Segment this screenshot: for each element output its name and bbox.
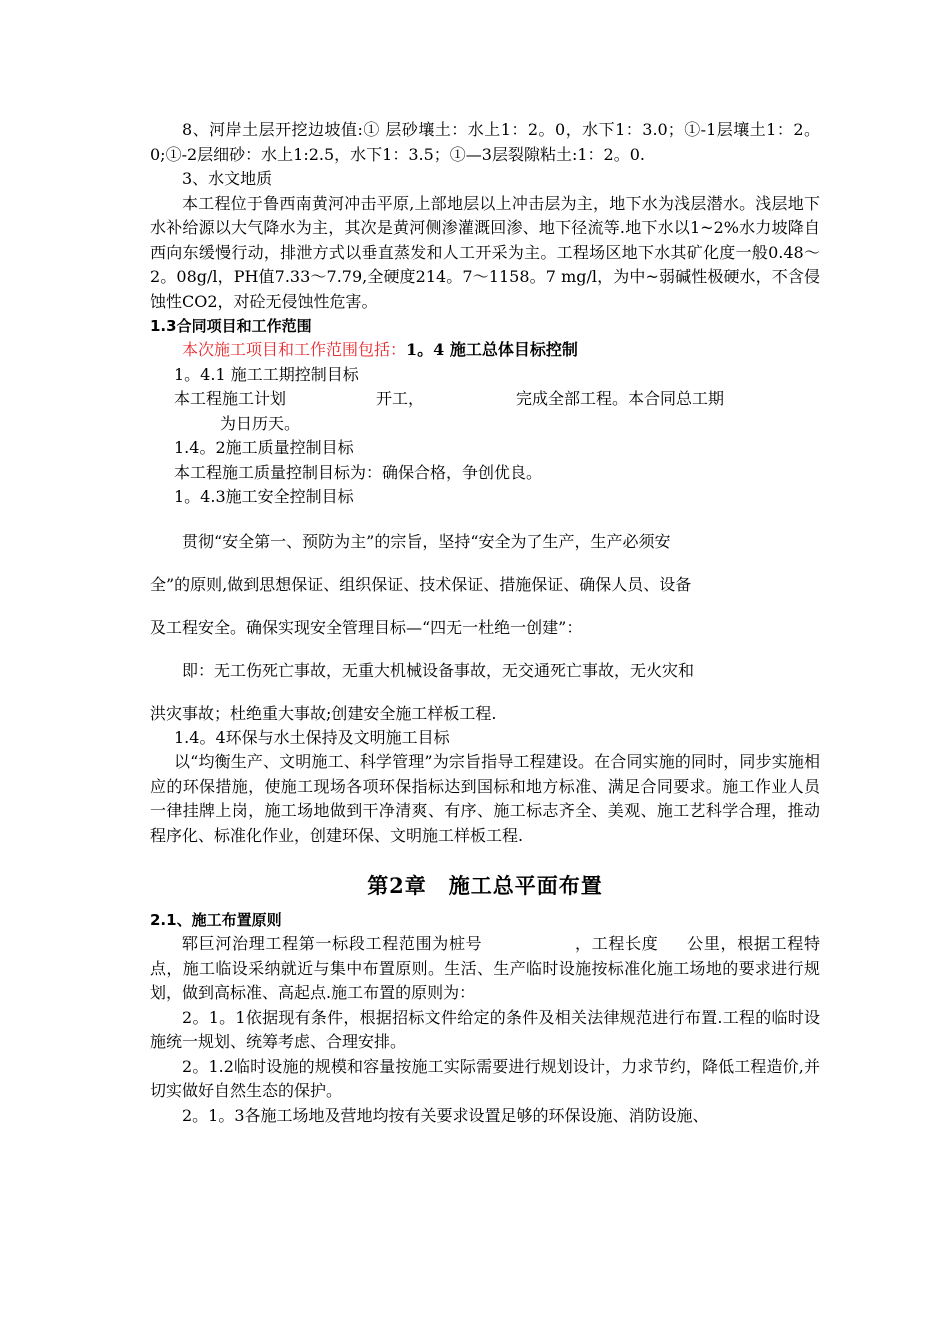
section-2-1-heading: 2.1、施工布置原则	[150, 911, 282, 929]
safety-line-3: 及工程安全。确保实现安全管理目标—“四无一杜绝一创建”：	[150, 617, 583, 637]
hydro-heading: 3、水文地质	[182, 169, 273, 188]
safety-line-1: 贯彻“安全第一、预防为主”的宗旨，坚持“安全为了生产，生产必须安	[182, 531, 671, 551]
safety-line-4: 即：无工伤死亡事故，无重大机械设备事故，无交通死亡事故，无火灾和	[182, 660, 695, 680]
schedule-heading: 1。4.1 施工工期控制目标	[174, 364, 359, 384]
environment-heading: 1.4。4环保与水土保持及文明施工目标	[174, 727, 450, 747]
principle-2-1-3: 2。1。3各施工场地及营地均按有关要求设置足够的环保设施、消防设施、	[182, 1105, 709, 1125]
chapter-2-title: 第2章 施工总平面布置	[367, 873, 603, 898]
layout-principle-paragraph	[150, 932, 820, 1006]
schedule-finish: 完成全部工程。本合同总工期	[516, 389, 725, 408]
safety-line-5: 洪灾事故；杜绝重大事故;创建安全施工样板工程.	[150, 703, 497, 723]
section-1-3-heading: 1.3合同项目和工作范围	[150, 317, 312, 335]
principle-2-1-1: 2。1。1依据现有条件，根据招标文件给定的条件及相关法律规范进行布置.工程的临时设施统一规划、统筹考虑、合理安排。	[150, 1007, 820, 1051]
schedule-plan: 本工程施工计划	[174, 389, 287, 408]
schedule-start: 开工，	[376, 389, 425, 408]
scope-stake: 郓巨河治理工程第一标段工程范围为桩号	[182, 934, 483, 953]
hydro-paragraph: 本工程位于鲁西南黄河冲击平原,上部地层以上冲击层为主，地下水为浅层潜水。浅层地下水补给源以大气降水为主，其次是黄河侧渗灌溉回渗、地下径流等.地下水以1~2%水力坡降自西向东缓慢行动，排泄方式以垂直蒸发和人工开采为主。工程场区地下水其矿化度一般0.48～2。08g/l，PH值7.33～7.79,全硬度214。7～1158。7 mg/l，为中~弱碱性极硬水，不含侵蚀性CO2，对砼无侵蚀性危害。	[150, 193, 820, 311]
slope-paragraph: 8、河岸土层开挖边坡值:① 层砂壤土：水上1：2。0，水下1：3.0；①-1层壤土1：2。0;①-2层细砂：水上1:2.5，水下1：3.5；①—3层裂隙粘土:1：2。0.	[150, 120, 820, 164]
target-control-heading: 1。4 施工总体目标控制	[406, 340, 578, 359]
principle-2-1-2: 2。1.2临时设施的规模和容量按施工实际需要进行规划设计，力求节约，降低工程造价,并切实做好自然生态的保护。	[150, 1056, 820, 1100]
schedule-days: 为日历天。	[220, 413, 301, 433]
safety-line-2: 全”的原则,做到思想保证、组织保证、技术保证、措施保证、确保人员、设备	[150, 574, 692, 594]
safety-heading: 1。4.3施工安全控制目标	[174, 487, 354, 506]
environment-paragraph: 以“均衡生产、文明施工、科学管理”为宗旨指导工程建设。在合同实施的同时，同步实施相应的环保措施，使施工现场各项环保指标达到国标和地方标准、满足合同要求。施工作业人员一律挂牌上岗，施工场地做到干净清爽、有序、施工标志齐全、美观、施工艺科学合理，推动程序化、标准化作业，创建环保、文明施工样板工程.	[150, 752, 820, 845]
scope-line	[150, 338, 820, 363]
scope-length: ，工程长度	[574, 934, 659, 953]
quality-text: 本工程施工质量控制目标为：确保合格，争创优良。	[174, 462, 543, 482]
scope-rest: 公里，根据工程特点，施工临设采纳就近与集中布置原则。生活、生产临时设施按标准化施工场地的要求进行规划，做到高标准、高起点.施工布置的原则为：	[150, 934, 820, 1002]
document-page	[150, 118, 820, 1128]
quality-heading: 1.4。2施工质量控制目标	[174, 438, 354, 457]
schedule-line	[150, 387, 820, 412]
scope-red-text: 本次施工项目和工作范围包括：	[182, 340, 407, 359]
